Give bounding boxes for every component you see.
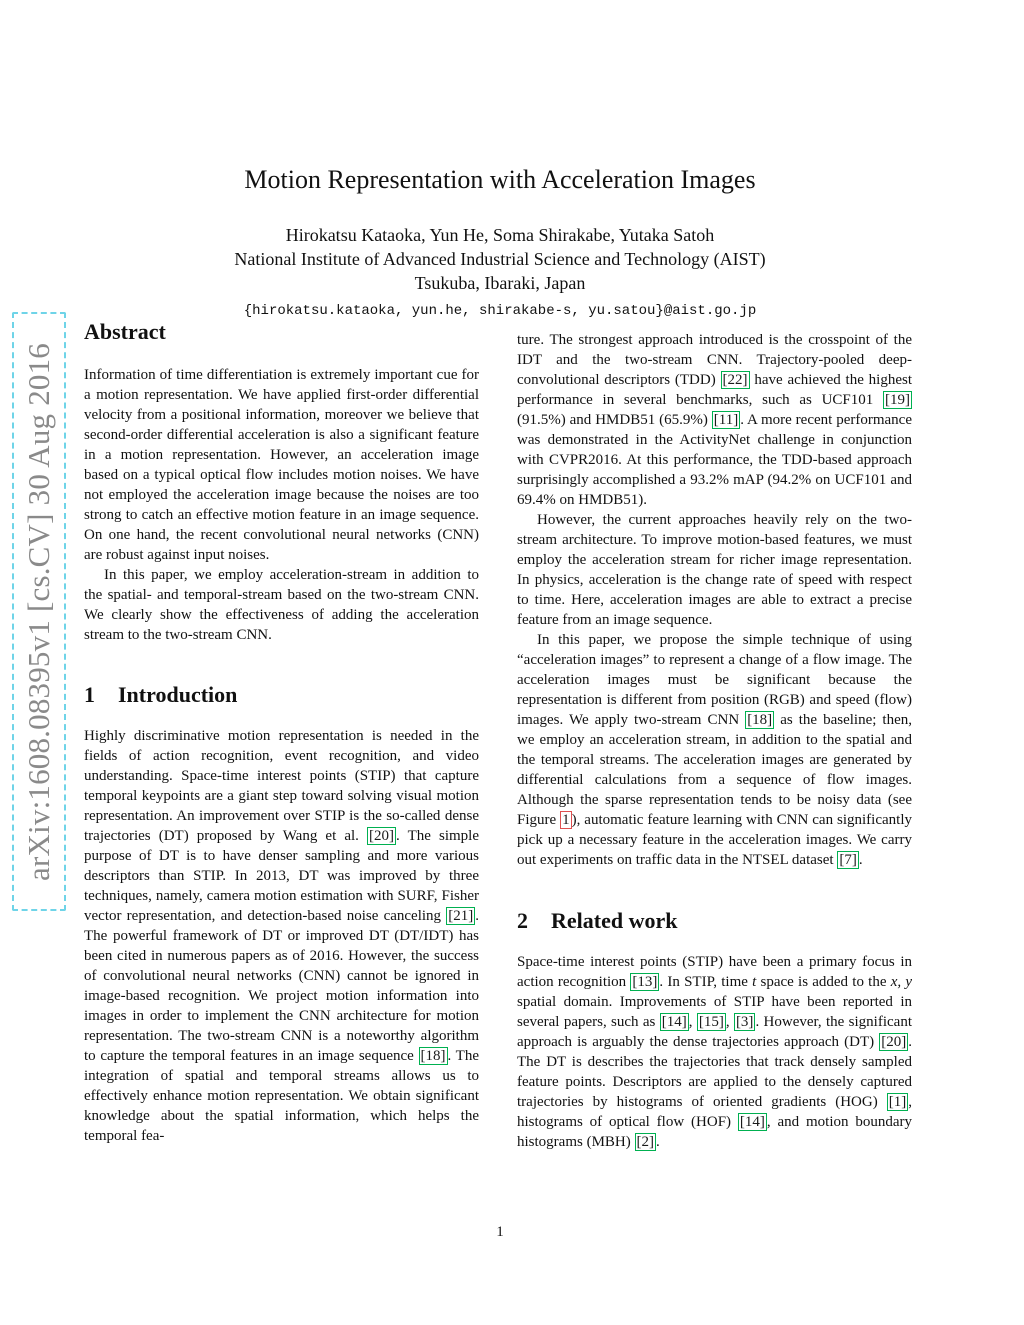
citation-link[interactable]: [19]	[885, 392, 910, 408]
text-run: . The simple purpose of DT is to have denser sampling and more various descriptors than STIP. In 2013, DT was improved by three techniques, namely, camera motion estimation with SURF, Fisher vector representation, and detection-based noise canceling	[84, 828, 479, 924]
citation-link[interactable]: [3]	[735, 1014, 754, 1030]
author-emails: {hirokatsu.kataoka, yun.he, shirakabe-s, yu.satou}@aist.go.jp	[243, 303, 757, 319]
section-number: 1	[84, 682, 95, 707]
text-run: . In STIP, time	[659, 974, 753, 990]
text-run: ,	[688, 1014, 697, 1030]
text-run: .	[656, 1134, 660, 1150]
citation-link[interactable]: [2]	[636, 1134, 654, 1150]
text-run: . The DT is describes the trajectories that track densely sampled feature points. Descriptors are applied to the densely captured trajectories by histograms of oriented gradients (HOG)	[517, 1034, 912, 1110]
abstract-paragraph-2: In this paper, we employ acceleration-stream in addition to the spatial- and temporal-stream based on the two-stream CNN. We clearly show the effectiveness of adding the acceleration stream to the two-stream CNN.	[84, 567, 479, 643]
citation-link[interactable]: [1]	[888, 1094, 907, 1110]
text-run: . The integration of spatial and temporal streams allows us to effectively enhance motion representation. We obtain significant knowledge about the spatial information, which helps the temporal fea-	[84, 1048, 479, 1144]
citation-link[interactable]: [20]	[369, 828, 395, 844]
citation-link[interactable]: [7]	[839, 852, 857, 868]
text-run: ture. The strongest approach introduced is the crosspoint of the IDT and the two-stream CNN. Trajectory-pooled deep-convolutional descriptors (TDD)	[517, 332, 912, 388]
text-run: . The powerful framework of DT or improved DT (DT/IDT) has been cited in numerous papers as of 2016. However, the success of convolutional neural networks (CNN) cannot be ignored in image-based recognition. We project motion information into images in order to implement the CNN architecture for motion representation. The two-stream CNN is a noteworthy algorithm to capture the temporal features in an image sequence	[84, 908, 479, 1064]
arxiv-stamp[interactable]	[12, 312, 66, 911]
text-run: . A more recent performance was demonstrated in the ActivityNet challenge in conjunction with CVPR2016. At this performance, the TDD-based approach surprisingly accomplished a 93.2% mAP (94.2% on UCF101 and 69.4% on HMDB51).	[517, 412, 912, 508]
section-title: Related work	[551, 908, 678, 933]
author-names: Hirokatsu Kataoka, Yun He, Soma Shirakabe, Yutaka Satoh	[285, 225, 715, 245]
intro-paragraph-3	[517, 630, 912, 870]
page-number: 1	[496, 1224, 504, 1240]
text-run: Space-time interest points (STIP) have been a primary focus in action recognition	[517, 954, 912, 990]
section-heading-introduction	[84, 682, 479, 707]
right-column	[517, 330, 912, 1152]
author-block	[0, 223, 1000, 323]
text-run: . However, the significant approach is arguably the dense trajectories approach (DT)	[517, 1014, 912, 1050]
left-column	[84, 319, 479, 1146]
paper-title: Motion Representation with Acceleration Images	[244, 165, 756, 194]
text-run: spatial domain. Improvements of STIP have been reported in several papers, such as	[517, 994, 912, 1030]
text-run: as the baseline; then, we employ an acceleration stream, in addition to the spatial and the temporal streams. The acceleration images are generated by differential calculations from a sequence of flow images. Although the sparse representation tends to be noisy data (see Figure	[517, 712, 912, 828]
text-run: ,	[725, 1014, 734, 1030]
text-run: space is added to the	[756, 974, 891, 990]
citation-link[interactable]: [14]	[661, 1014, 687, 1030]
text-run: ), automatic feature learning with CNN can significantly pick up a necessary feature in the acceleration images. We carry out experiments on traffic data in the NTSEL dataset	[517, 812, 912, 868]
citation-link[interactable]: [11]	[713, 412, 739, 428]
citation-link[interactable]: [15]	[698, 1014, 724, 1030]
text-run: (91.5%) and HMDB51 (65.9%)	[517, 412, 712, 428]
math-variable: t	[752, 974, 757, 990]
text-run: , histograms of optical flow (HOF)	[517, 1094, 912, 1130]
author-affiliation: National Institute of Advanced Industrial Science and Technology (AIST)	[234, 249, 766, 269]
text-run: Highly discriminative motion representation is needed in the fields of action recognition, event recognition, and video understanding. Space-time interest points (STIP) that capture temporal keypoints are a giant step toward solving visual motion representation. An improvement over STIP is the so-called dense trajectories (DT) proposed by Wang et al.	[84, 728, 479, 844]
intro-paragraph-1-continued	[517, 330, 912, 510]
citation-link[interactable]: [13]	[632, 974, 658, 990]
section-title: Introduction	[118, 682, 238, 707]
citation-link[interactable]: [20]	[881, 1034, 907, 1050]
arxiv-id: arXiv:1608.08395v1 [cs.CV] 30 Aug 2016	[21, 342, 56, 881]
section-heading-related-work	[517, 908, 912, 933]
text-run: In this paper, we propose the simple technique of using “acceleration images” to represent a change of a flow image. The acceleration images must be significant because the representation is different from position (RGB) and speed (flow) images. We apply two-stream CNN	[517, 632, 912, 728]
citation-link[interactable]: [22]	[722, 372, 748, 388]
math-variable: x, y	[890, 974, 912, 990]
citation-link[interactable]: [14]	[739, 1114, 765, 1130]
related-paragraph-1	[517, 952, 912, 1152]
text-run: .	[858, 852, 863, 868]
figure-link[interactable]: 1	[562, 812, 570, 828]
intro-paragraph-1	[84, 726, 479, 1146]
text-run: , and motion boundary histograms (MBH)	[517, 1114, 912, 1150]
author-location: Tsukuba, Ibaraki, Japan	[414, 273, 586, 293]
section-number: 2	[517, 908, 528, 933]
abstract-heading: Abstract	[84, 319, 166, 344]
intro-paragraph-2: However, the current approaches heavily rely on the two-stream architecture. To improve motion-based features, we must employ the acceleration stream for richer image representation. In physics, acceleration is the change rate of speed with respect to time. Here, acceleration images are able to extract a precise feature from an image sequence.	[517, 512, 912, 628]
citation-link[interactable]: [18]	[420, 1048, 446, 1064]
citation-link[interactable]: [21]	[448, 908, 474, 924]
abstract-paragraph-1: Information of time differentiation is extremely important cue for a motion representation. We have applied first-order differential velocity from a positional information, moreover we believe that second-order differential acceleration is also a significant feature in a motion representation. However, an acceleration image based on a typical optical flow includes motion noises. We have not employed the acceleration image because the noises are too strong to catch an effective motion feature in an image sequence. On one hand, the recent convolutional neural networks (CNN) are robust against input noises.	[84, 367, 479, 563]
citation-link[interactable]: [18]	[747, 712, 773, 728]
text-run: have achieved the highest performance in several benchmarks, such as UCF101	[517, 372, 912, 408]
